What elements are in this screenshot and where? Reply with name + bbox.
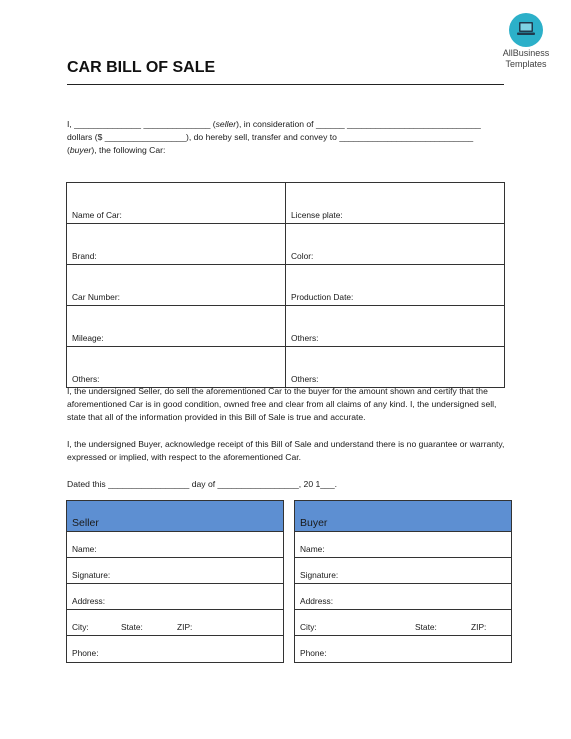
table-row: [67, 265, 505, 306]
table-row: [67, 347, 505, 388]
field-color[interactable]: Color:: [286, 224, 505, 265]
seller-name-field[interactable]: Name:: [67, 532, 283, 558]
field-others[interactable]: Others:: [67, 347, 286, 388]
field-others[interactable]: Others:: [286, 306, 505, 347]
buyer-signature-field[interactable]: Signature:: [295, 558, 511, 584]
buyer-heading: Buyer: [295, 501, 511, 532]
dated-line[interactable]: Dated this _________________ day of _________________, 20 1___.: [67, 479, 337, 489]
seller-phone-field[interactable]: Phone:: [72, 648, 99, 658]
logo-text-line1: AllBusiness: [502, 48, 550, 58]
buyer-name-field[interactable]: Name:: [295, 532, 511, 558]
seller-city-label: City:: [72, 622, 89, 632]
car-details-table: [66, 182, 505, 388]
field-production-date[interactable]: Production Date:: [286, 265, 505, 306]
table-row: [67, 183, 505, 224]
title-divider: [67, 84, 504, 85]
buyer-address-label: Address:: [300, 596, 334, 606]
seller-city-row[interactable]: [67, 610, 283, 636]
field-car-number[interactable]: Car Number:: [67, 265, 286, 306]
laptop-icon: [509, 13, 543, 47]
seller-zip-label: ZIP:: [177, 622, 193, 632]
seller-box: [66, 500, 284, 663]
seller-state-label: State:: [121, 622, 143, 632]
field-license-plate[interactable]: License plate:: [286, 183, 505, 224]
field-brand[interactable]: Brand:: [67, 224, 286, 265]
field-others[interactable]: Others:: [286, 347, 505, 388]
intro-paragraph: I, ______________ ______________ (seller), in consideration of ______ ____________________________ dollars ($ _________________), do hereby sell, transfer and convey to ____________________________ (buyer), the following Car:: [67, 119, 481, 155]
table-row: [67, 224, 505, 265]
field-name-of-car[interactable]: Name of Car:: [67, 183, 286, 224]
buyer-phone-field[interactable]: Phone:: [300, 648, 327, 658]
buyer-box: [294, 500, 512, 663]
seller-heading: Seller: [67, 501, 283, 532]
seller-signature-field[interactable]: Signature:: [67, 558, 283, 584]
table-row: [67, 306, 505, 347]
buyer-address-field[interactable]: [295, 584, 511, 610]
seller-address-label: Address:: [72, 596, 106, 606]
seller-statement: I, the undersigned Seller, do sell the aforementioned Car to the buyer for the amount shown and certify that the aforementioned Car is in good condition, owned free and clear from all claims of any kind. I, the undersigned sell, state that all of the information provided in this Bill of Sale is true and accurate.: [67, 386, 497, 422]
buyer-zip-label: ZIP:: [471, 622, 487, 632]
logo: [499, 13, 553, 69]
page-title: CAR BILL OF SALE: [67, 59, 216, 76]
logo-text-line2: Templates: [505, 59, 547, 69]
buyer-statement: I, the undersigned Buyer, acknowledge receipt of this Bill of Sale and understand there is no guarantee or warranty, expressed or implied, with respect to the aforementioned Car.: [67, 439, 505, 462]
buyer-city-row[interactable]: [295, 610, 511, 636]
field-mileage[interactable]: Mileage:: [67, 306, 286, 347]
buyer-city-label: City:: [300, 622, 317, 632]
buyer-state-label: State:: [415, 622, 437, 632]
seller-address-field[interactable]: [67, 584, 283, 610]
